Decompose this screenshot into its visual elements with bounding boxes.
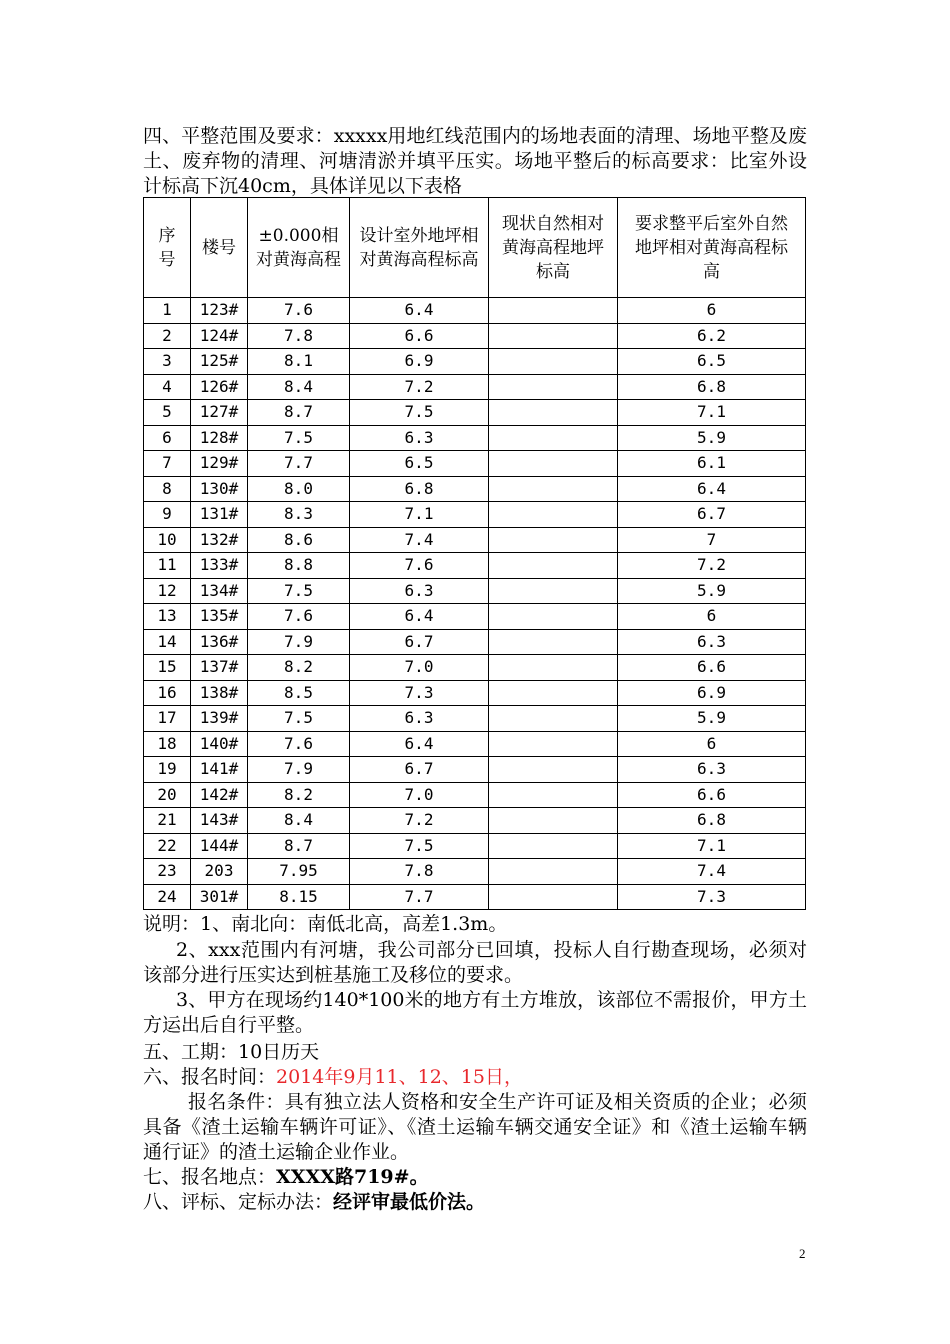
cell-zero-elevation: 8.6 (248, 527, 350, 553)
cell-required-elevation: 6.6 (618, 782, 806, 808)
cell-zero-elevation: 7.6 (248, 604, 350, 630)
section-8-line (143, 1190, 485, 1215)
table-row (144, 476, 806, 502)
cell-building: 124# (191, 323, 248, 349)
table-row (144, 323, 806, 349)
cell-required-elevation: 6.3 (618, 757, 806, 783)
note-1: 说明：1、南北向：南低北高，高差1.3m。 (143, 913, 508, 935)
cell-building: 203 (191, 859, 248, 885)
cell-design-elevation: 7.0 (350, 782, 489, 808)
table-row (144, 884, 806, 910)
cell-design-elevation: 6.9 (350, 349, 489, 375)
cell-required-elevation: 5.9 (618, 425, 806, 451)
cell-required-elevation: 6 (618, 604, 806, 630)
table-row (144, 757, 806, 783)
table-row (144, 502, 806, 528)
cell-zero-elevation: 7.9 (248, 629, 350, 655)
cell-current-elevation (489, 782, 618, 808)
cell-current-elevation (489, 884, 618, 910)
cell-index: 8 (144, 476, 191, 502)
cell-design-elevation: 6.3 (350, 425, 489, 451)
cell-design-elevation: 7.1 (350, 502, 489, 528)
cell-index: 15 (144, 655, 191, 681)
cell-building: 144# (191, 833, 248, 859)
cell-required-elevation: 7.1 (618, 400, 806, 426)
cell-building: 131# (191, 502, 248, 528)
cell-index: 16 (144, 680, 191, 706)
header-design-elevation: 设计室外地坪相对黄海高程标高 (350, 198, 489, 298)
cell-current-elevation (489, 833, 618, 859)
cell-design-elevation: 7.0 (350, 655, 489, 681)
cell-required-elevation: 6.8 (618, 374, 806, 400)
cell-zero-elevation: 8.2 (248, 655, 350, 681)
cell-current-elevation (489, 425, 618, 451)
cell-building: 138# (191, 680, 248, 706)
cell-building: 127# (191, 400, 248, 426)
cell-required-elevation: 6.2 (618, 323, 806, 349)
cell-zero-elevation: 7.5 (248, 578, 350, 604)
cell-current-elevation (489, 655, 618, 681)
table-row (144, 629, 806, 655)
table-row (144, 451, 806, 477)
table-row (144, 374, 806, 400)
header-zero-elevation: ±0.000相对黄海高程 (248, 198, 350, 298)
header-current-elevation: 现状自然相对黄海高程地坪标高 (489, 198, 618, 298)
cell-required-elevation: 5.9 (618, 706, 806, 732)
cell-design-elevation: 6.7 (350, 757, 489, 783)
cell-index: 2 (144, 323, 191, 349)
cell-current-elevation (489, 706, 618, 732)
cell-required-elevation: 7.3 (618, 884, 806, 910)
cell-zero-elevation: 8.1 (248, 349, 350, 375)
cell-current-elevation (489, 731, 618, 757)
cell-index: 13 (144, 604, 191, 630)
cell-zero-elevation: 7.6 (248, 731, 350, 757)
cell-design-elevation: 6.5 (350, 451, 489, 477)
cell-design-elevation: 6.8 (350, 476, 489, 502)
cell-index: 7 (144, 451, 191, 477)
table-row (144, 655, 806, 681)
cell-current-elevation (489, 553, 618, 579)
cell-zero-elevation: 8.7 (248, 833, 350, 859)
cell-current-elevation (489, 451, 618, 477)
cell-required-elevation: 6.4 (618, 476, 806, 502)
section-8-label: 八、评标、定标办法： (143, 1191, 334, 1213)
section-6-label: 六、报名时间： (143, 1066, 277, 1088)
cell-index: 3 (144, 349, 191, 375)
cell-zero-elevation: 8.8 (248, 553, 350, 579)
cell-index: 23 (144, 859, 191, 885)
cell-building: 137# (191, 655, 248, 681)
cell-building: 128# (191, 425, 248, 451)
cell-current-elevation (489, 604, 618, 630)
cell-zero-elevation: 8.2 (248, 782, 350, 808)
cell-zero-elevation: 7.9 (248, 757, 350, 783)
cell-zero-elevation: 7.5 (248, 706, 350, 732)
cell-design-elevation: 6.3 (350, 706, 489, 732)
cell-required-elevation: 6 (618, 731, 806, 757)
cell-current-elevation (489, 680, 618, 706)
cell-current-elevation (489, 400, 618, 426)
cell-required-elevation: 6 (618, 298, 806, 324)
table-row (144, 527, 806, 553)
cell-index: 24 (144, 884, 191, 910)
cell-required-elevation: 6.9 (618, 680, 806, 706)
cell-building: 132# (191, 527, 248, 553)
cell-design-elevation: 6.6 (350, 323, 489, 349)
cell-zero-elevation: 7.95 (248, 859, 350, 885)
cell-current-elevation (489, 808, 618, 834)
cell-current-elevation (489, 476, 618, 502)
table-row (144, 604, 806, 630)
cell-design-elevation: 7.5 (350, 833, 489, 859)
cell-index: 6 (144, 425, 191, 451)
note-3: 3、甲方在现场约140*100米的地方有土方堆放，该部位不需报价，甲方土方运出后自行平整。 (143, 989, 807, 1036)
cell-index: 1 (144, 298, 191, 324)
table-row (144, 553, 806, 579)
cell-required-elevation: 7 (618, 527, 806, 553)
cell-current-elevation (489, 502, 618, 528)
header-building: 楼号 (191, 198, 248, 298)
section-6-line (143, 1065, 523, 1090)
cell-current-elevation (489, 323, 618, 349)
cell-zero-elevation: 8.5 (248, 680, 350, 706)
cell-index: 5 (144, 400, 191, 426)
section-7-label: 七、报名地点： (143, 1166, 277, 1188)
cell-zero-elevation: 7.5 (248, 425, 350, 451)
table-row (144, 578, 806, 604)
cell-building: 134# (191, 578, 248, 604)
cell-building: 140# (191, 731, 248, 757)
header-required-elevation: 要求整平后室外自然地坪相对黄海高程标高 (618, 198, 806, 298)
cell-building: 126# (191, 374, 248, 400)
cell-required-elevation: 6.5 (618, 349, 806, 375)
cell-building: 130# (191, 476, 248, 502)
cell-current-elevation (489, 527, 618, 553)
cell-design-elevation: 7.4 (350, 527, 489, 553)
cell-design-elevation: 7.5 (350, 400, 489, 426)
cell-design-elevation: 6.7 (350, 629, 489, 655)
registration-location: XXXX路719#。 (276, 1166, 429, 1188)
cell-index: 19 (144, 757, 191, 783)
cell-required-elevation: 6.1 (618, 451, 806, 477)
cell-current-elevation (489, 349, 618, 375)
cell-building: 136# (191, 629, 248, 655)
evaluation-method: 经评审最低价法。 (333, 1191, 486, 1213)
cell-building: 123# (191, 298, 248, 324)
page-number: 2 (799, 1246, 806, 1261)
table-row (144, 782, 806, 808)
cell-design-elevation: 6.4 (350, 298, 489, 324)
cell-required-elevation: 7.1 (618, 833, 806, 859)
cell-required-elevation: 7.4 (618, 859, 806, 885)
table-row (144, 833, 806, 859)
elevation-table (143, 197, 806, 910)
cell-index: 18 (144, 731, 191, 757)
cell-building: 142# (191, 782, 248, 808)
cell-required-elevation: 6.3 (618, 629, 806, 655)
section-5-line: 五、工期：10日历天 (143, 1041, 320, 1063)
table-row (144, 298, 806, 324)
header-index: 序号 (144, 198, 191, 298)
cell-design-elevation: 7.8 (350, 859, 489, 885)
cell-index: 9 (144, 502, 191, 528)
cell-index: 21 (144, 808, 191, 834)
cell-building: 139# (191, 706, 248, 732)
cell-building: 133# (191, 553, 248, 579)
cell-design-elevation: 7.2 (350, 374, 489, 400)
cell-index: 10 (144, 527, 191, 553)
cell-current-elevation (489, 629, 618, 655)
table-row (144, 859, 806, 885)
cell-building: 141# (191, 757, 248, 783)
cell-index: 11 (144, 553, 191, 579)
cell-building: 125# (191, 349, 248, 375)
cell-current-elevation (489, 298, 618, 324)
cell-index: 22 (144, 833, 191, 859)
table-row (144, 731, 806, 757)
cell-index: 12 (144, 578, 191, 604)
cell-zero-elevation: 8.4 (248, 374, 350, 400)
cell-design-elevation: 6.4 (350, 604, 489, 630)
cell-building: 135# (191, 604, 248, 630)
cell-zero-elevation: 8.3 (248, 502, 350, 528)
cell-zero-elevation: 8.4 (248, 808, 350, 834)
cell-zero-elevation: 8.0 (248, 476, 350, 502)
cell-building: 129# (191, 451, 248, 477)
cell-design-elevation: 6.4 (350, 731, 489, 757)
cell-zero-elevation: 8.15 (248, 884, 350, 910)
section-7-line (143, 1165, 429, 1190)
cell-design-elevation: 7.2 (350, 808, 489, 834)
cell-zero-elevation: 7.7 (248, 451, 350, 477)
table-row (144, 808, 806, 834)
cell-required-elevation: 6.8 (618, 808, 806, 834)
cell-required-elevation: 7.2 (618, 553, 806, 579)
cell-building: 301# (191, 884, 248, 910)
cell-design-elevation: 7.3 (350, 680, 489, 706)
cell-zero-elevation: 7.8 (248, 323, 350, 349)
cell-current-elevation (489, 578, 618, 604)
table-row (144, 400, 806, 426)
cell-design-elevation: 6.3 (350, 578, 489, 604)
section-4-paragraph: 四、平整范围及要求：xxxxx用地红线范围内的场地表面的清理、场地平整及废土、废弃物的清理、河塘清淤并填平压实。场地平整后的标高要求：比室外设计标高下沉40cm，具体详见以下表格 (143, 125, 807, 197)
cell-building: 143# (191, 808, 248, 834)
cell-current-elevation (489, 374, 618, 400)
cell-index: 17 (144, 706, 191, 732)
cell-current-elevation (489, 757, 618, 783)
table-row (144, 680, 806, 706)
table-header-row (144, 198, 806, 298)
registration-conditions: 报名条件：具有独立法人资格和安全生产许可证及相关资质的企业；必须具备《渣土运输车辆许可证》、《渣土运输车辆交通安全证》和《渣土运输车辆通行证》的渣土运输企业作业。 (143, 1091, 807, 1163)
cell-zero-elevation: 8.7 (248, 400, 350, 426)
cell-required-elevation: 6.6 (618, 655, 806, 681)
registration-date: 2014年9月11、12、15日， (276, 1066, 523, 1088)
cell-required-elevation: 6.7 (618, 502, 806, 528)
note-2: 2、xxx范围内有河塘，我公司部分已回填，投标人自行勘查现场，必须对该部分进行压实达到桩基施工及移位的要求。 (143, 939, 807, 986)
table-row (144, 349, 806, 375)
cell-design-elevation: 7.6 (350, 553, 489, 579)
cell-index: 20 (144, 782, 191, 808)
cell-index: 4 (144, 374, 191, 400)
table-row (144, 425, 806, 451)
cell-current-elevation (489, 859, 618, 885)
cell-zero-elevation: 7.6 (248, 298, 350, 324)
table-row (144, 706, 806, 732)
cell-index: 14 (144, 629, 191, 655)
cell-design-elevation: 7.7 (350, 884, 489, 910)
cell-required-elevation: 5.9 (618, 578, 806, 604)
